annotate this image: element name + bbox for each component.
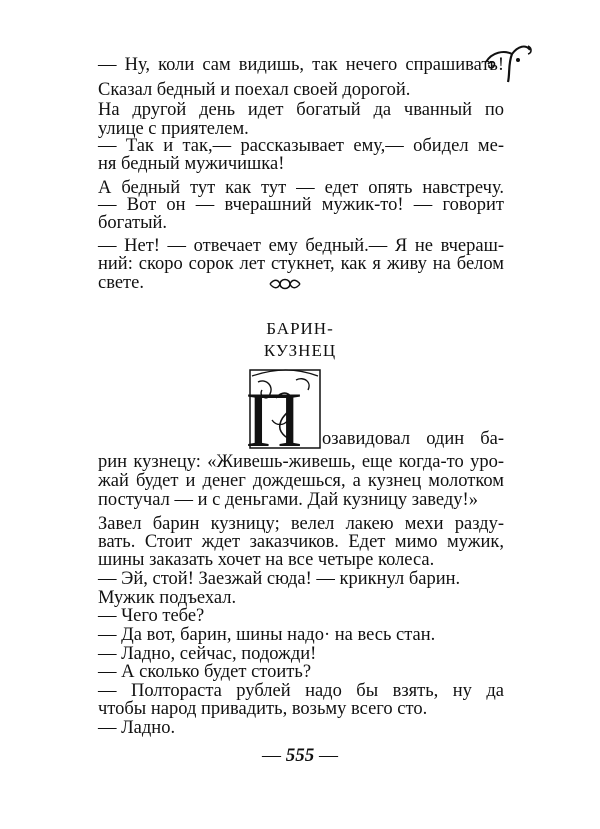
text-line: чтобы народ привадить, возьму всего сто.	[98, 699, 428, 719]
text-line: Завел барин кузницу; велел лакею мехи разду-	[98, 514, 504, 534]
page-number-dash-left: —	[262, 745, 281, 766]
page-number-footer	[0, 745, 600, 767]
text-line: — Ну, коли сам видишь, так нечего спрашивать!	[98, 55, 504, 75]
text-line: рин кузнецу: «Живешь-живешь, еще когда-то уро-	[98, 452, 504, 472]
text-line: — Полтораста рублей надо бы взять, ну да	[98, 681, 504, 701]
page-number-dash-right: —	[319, 745, 338, 766]
text-line: улице с приятелем.	[98, 119, 249, 139]
text-line: свете.	[98, 273, 144, 293]
text-line: богатый.	[98, 213, 168, 233]
text-line: озавидовал один ба-	[322, 429, 504, 449]
text-line: постучал — и с деньгами. Дай кузницу заведу!»	[98, 490, 478, 510]
text-line: — Так и так,— рассказывает ему,— обидел ме-	[98, 136, 504, 156]
section-ornament-icon	[268, 276, 302, 292]
text-line: ня бедный мужичишка!	[98, 154, 285, 174]
text-line: А бедный тут как тут — едет опять навстречу.	[98, 178, 504, 198]
dropcap-letter: П	[246, 376, 303, 450]
text-line: — Ладно, сейчас, подожди!	[98, 644, 317, 664]
text-line: — Эй, стой! Заезжай сюда! — крикнул барин.	[98, 569, 461, 589]
text-line: На другой день идет богатый да чванный по	[98, 100, 504, 120]
text-line: — Вот он — вчерашний мужик-то! — говорит	[98, 195, 504, 215]
story-title-line-1: БАРИН-	[266, 319, 334, 338]
text-line: — А сколько будет стоить?	[98, 662, 312, 682]
text-line: — Чего тебе?	[98, 606, 205, 626]
text-line: Сказал бедный и поехал своей дорогой.	[98, 80, 411, 100]
decorative-dropcap	[246, 368, 326, 450]
text-line: жай будет и денег дождешься, а кузнец молотком	[98, 471, 504, 491]
text-line: — Ладно.	[98, 718, 176, 738]
text-line: — Да вот, барин, шины надо· на весь стан.	[98, 625, 436, 645]
text-line: ний: скоро сорок лет стукнет, как я живу на белом	[98, 254, 504, 274]
text-line: вать. Стоит ждет заказчиков. Едет мимо мужик,	[98, 532, 504, 552]
text-line: шины заказать хочет на все четыре колеса.	[98, 550, 435, 570]
page-number: 555	[285, 745, 315, 766]
story-title-line-2: КУЗНЕЦ	[263, 341, 337, 360]
text-line: Мужик подъехал.	[98, 588, 237, 608]
text-line: — Нет! — отвечает ему бедный.— Я не вчераш-	[98, 236, 504, 256]
